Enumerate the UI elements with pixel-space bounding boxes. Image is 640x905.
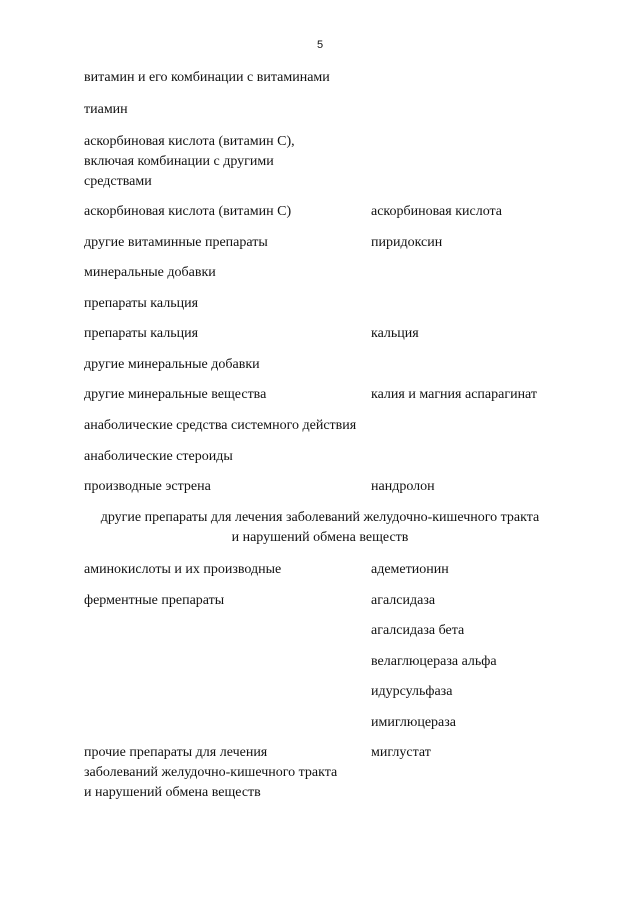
- row-left-text: другие минеральные вещества: [84, 387, 267, 402]
- row-right-text: агалсидаза бета: [371, 623, 465, 638]
- row-left-text: другие минеральные добавки: [84, 357, 260, 372]
- row-right-text: калия и магния аспарагинат: [371, 387, 538, 402]
- section-heading-line: другие препараты для лечения заболеваний желудочно-кишечного тракта: [100, 510, 540, 525]
- row-right-text: идурсульфаза: [371, 684, 453, 699]
- row-left-text: витамин и его комбинации с витаминами: [84, 70, 330, 85]
- page-number: 5: [316, 39, 324, 51]
- row-left-text: аскорбиновая кислота (витамин С): [84, 204, 292, 219]
- row-left-text: препараты кальция: [84, 296, 199, 311]
- row-right-text: имиглюцераза: [371, 715, 456, 730]
- row-left-text: включая комбинации с другими: [84, 154, 274, 169]
- row-left-text: аминокислоты и их производные: [84, 562, 282, 577]
- row-left-text: средствами: [84, 174, 152, 189]
- row-left-text: другие витаминные препараты: [84, 235, 268, 250]
- row-left-text: анаболические средства системного действия: [84, 418, 357, 433]
- row-right-text: миглустат: [371, 745, 431, 760]
- row-left-text: тиамин: [84, 102, 128, 117]
- row-left-text: минеральные добавки: [84, 265, 216, 280]
- section-heading-line: и нарушений обмена веществ: [231, 530, 409, 545]
- row-left-text: производные эстрена: [84, 479, 211, 494]
- row-left-text: и нарушений обмена веществ: [84, 785, 261, 800]
- row-left-text: анаболические стероиды: [84, 449, 233, 464]
- row-right-text: нандролон: [371, 479, 435, 494]
- row-right-text: аскорбиновая кислота: [371, 204, 503, 219]
- section-heading: [0, 508, 640, 548]
- row-left-text: прочие препараты для лечения: [84, 745, 268, 760]
- row-left-text: аскорбиновая кислота (витамин С),: [84, 134, 295, 149]
- row-right-text: пиридоксин: [371, 235, 443, 250]
- row-right-text: велаглюцераза альфа: [371, 654, 497, 669]
- row-right-text: адеметионин: [371, 562, 449, 577]
- row-left-text: ферментные препараты: [84, 593, 225, 608]
- row-left-text: заболеваний желудочно-кишечного тракта: [84, 765, 338, 780]
- row-left-text: препараты кальция: [84, 326, 199, 341]
- row-right-text: кальция: [371, 326, 419, 341]
- row-right-text: агалсидаза: [371, 593, 436, 608]
